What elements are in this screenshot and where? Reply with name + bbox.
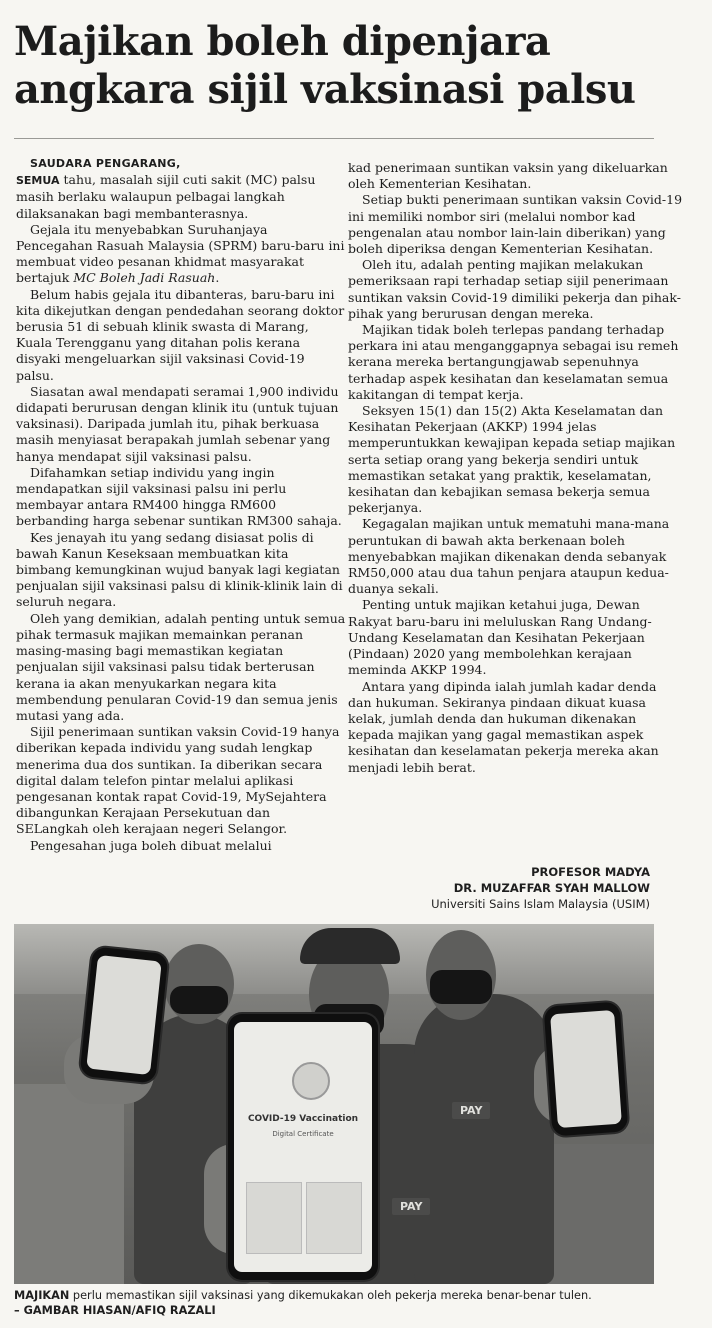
paragraph: Sijil penerimaan suntikan vaksin Covid-19 hanya diberikan kepada individu yang sudah lengkap menerima dua dos suntikan. Ia diberikan secara digital dalam telefon pintar melalui aplikasi pengesanan kontak rapat Covid-19, MySejahtera dibangunkan Kerajaan Persekutuan dan SELangkah oleh kerajaan negeri Selangor. (16, 724, 340, 837)
paragraph: Kegagalan majikan untuk mematuhi mana-mana peruntukan di bawah akta berkenaan boleh menyebabkan majikan dikenakan denda sebanyak RM50,000 atau dua tahun penjara ataupun kedua-duanya sekali. (348, 516, 670, 597)
lead-word: SEMUA (16, 174, 60, 188)
paragraph: Oleh yang demikian, adalah penting untuk semua pihak termasuk majikan memainkan peranan masing-masing bagi memastikan kegiatan penjualan sijil vaksinasi palsu tidak berterusan kerana ia akan menyukarkan negara kita membendung penularan Covid-19 dan semua jenis mutasi yang ada. (16, 610, 346, 723)
worker-right-mask (430, 970, 492, 1004)
author-title: PROFESOR MADYA (531, 865, 650, 879)
headline-divider (14, 138, 654, 139)
phone-screen (86, 955, 162, 1075)
paragraph-text: tahu, masalah sijil cuti sakit (MC) palsu masih berlaku walaupun pelbagai langkah dilaksanakan bagi membanterasnya. (16, 172, 316, 221)
phone-screen (550, 1010, 622, 1128)
video-title: MC Boleh Jadi Rasuah (73, 270, 216, 286)
paragraph: Antara yang dipinda ialah jumlah kadar denda dan hukuman. Sekiranya pindaan dikuat kuasa kelak, jumlah denda dan hukuman dikenakan kepada majikan yang gagal memastikan aspek kesihatan dan keselamatan pekerja mereka akan menjadi lebih berat. (348, 678, 659, 775)
paragraph: Difahamkan setiap individu yang ingin mendapatkan sijil vaksinasi palsu ini perlu membayar antara RM400 hingga RM600 berbanding harga sebenar suntikan RM300 sahaja. (16, 464, 342, 529)
article-headline (14, 18, 704, 114)
photo-caption (14, 1288, 704, 1318)
paragraph: Kes jenayah itu yang sedang disiasat polis di bawah Kanun Keseksaan membuatkan kita bimbang kemungkinan wujud banyak lagi kegiatan penjualan sijil vaksinasi palsu di klinik-klinik lain di seluruh negara. (16, 529, 343, 610)
certificate-subtitle: Digital Certificate (272, 1130, 334, 1138)
worker-right (414, 994, 554, 1284)
paragraph-text: . (215, 270, 220, 286)
worker-left-mask (170, 986, 228, 1014)
paragraph-text: Gejala itu menyebabkan Suruhanjaya Pencegahan Rasuah Malaysia (SPRM) baru-baru ini membuat video pesanan khidmat masyarakat bertajuk (16, 221, 345, 286)
paragraph: Pengesahan juga boleh dibuat melalui (30, 837, 272, 853)
certificate-title: COVID-19 Vaccination (247, 1114, 359, 1124)
paragraph: Seksyen 15(1) dan 15(2) Akta Keselamatan dan Kesihatan Pekerjaan (AKKP) 1994 jelas memperuntukkan kewajipan kepada setiap majikan serta setiap orang yang bekerja sendiri untuk memastikan setakat yang praktik, keselamatan, kesihatan dan kebajikan semasa bekerja semua pekerjanya. (348, 403, 676, 516)
paragraph (16, 172, 346, 222)
salutation: SAUDARA PENGARANG, (30, 157, 181, 170)
author-name: DR. MUZAFFAR SYAH MALLOW (453, 881, 650, 895)
paragraph: Majikan tidak boleh terlepas pandang terhadap perkara ini atau menganggapnya sebagai isu remeh kerana mereka bertangungjawab sepenuhnya terhadap aspek kesihatan dan keselamatan semua kakitangan di tempat kerja. (348, 322, 679, 402)
paragraph: Belum habis gejala itu dibanteras, baru-baru ini kita dikejutkan dengan pendedahan seorang doktor berusia 51 di sebuah klinik swasta di Marang, Kuala Terengganu yang ditahan polis kerana disyaki mengeluarkan sijil vaksinasi Covid-19 palsu. (16, 286, 345, 383)
crest-icon (292, 1062, 330, 1100)
apron-badge: PAY (452, 1102, 490, 1119)
paragraph: Siasatan awal mendapati seramai 1,900 individu didapati berurusan dengan klinik itu (untuk tujuan vaksinasi). Daripada jumlah itu, pihak berkuasa masih menyiasat berapakah jumlah sebenar yang hanya mendapat sijil vaksinasi palsu. (16, 383, 339, 464)
article-column-right (348, 160, 683, 776)
phone-screen (234, 1022, 372, 1272)
article-column-left (16, 156, 346, 854)
phone-right (544, 1002, 629, 1137)
headline-line-2: angkara sijil vaksinasi palsu (14, 66, 636, 113)
photo-credit: – GAMBAR HIASAN/AFIQ RAZALI (14, 1304, 216, 1317)
paragraph (16, 222, 346, 287)
author-signature (431, 864, 650, 912)
dose-card (246, 1182, 302, 1254)
background-shelf (14, 1084, 124, 1284)
paragraph: Setiap bukti penerimaan suntikan vaksin Covid-19 ini memiliki nombor siri (melalui nombor kad pengenalan atau nombor lain-lain diberikan) yang boleh diperiksa dengan Kementerian Kesihatan. (348, 192, 683, 257)
apron-badge: PAY (392, 1198, 430, 1215)
headline-line-1: Majikan boleh dipenjara (14, 18, 551, 65)
paragraph: Oleh itu, adalah penting majikan melakukan pemeriksaan rapi terhadap setiap sijil penerimaan suntikan vaksin Covid-19 dimiliki pekerja dan pihak-pihak yang berurusan dengan mereka. (348, 257, 681, 321)
paragraph: kad penerimaan suntikan vaksin yang dikeluarkan oleh Kementerian Kesihatan. (348, 160, 668, 192)
caption-text: perlu memastikan sijil vaksinasi yang dikemukakan oleh pekerja mereka benar-benar tulen. (69, 1289, 592, 1302)
caption-lead: MAJIKAN (14, 1289, 70, 1302)
phone-center (228, 1014, 378, 1280)
paragraph: Penting untuk majikan ketahui juga, Dewan Rakyat baru-baru ini meluluskan Rang Undang-Undang Keselamatan dan Kesihatan Pekerjaan (Pindaan) 2020 yang membolehkan kerajaan meminda AKKP 1994. (348, 597, 652, 678)
article-photo (14, 924, 654, 1284)
worker-center-cap (300, 928, 400, 964)
author-affiliation: Universiti Sains Islam Malaysia (USIM) (431, 897, 650, 911)
phone-left (79, 946, 168, 1083)
dose-card (306, 1182, 362, 1254)
